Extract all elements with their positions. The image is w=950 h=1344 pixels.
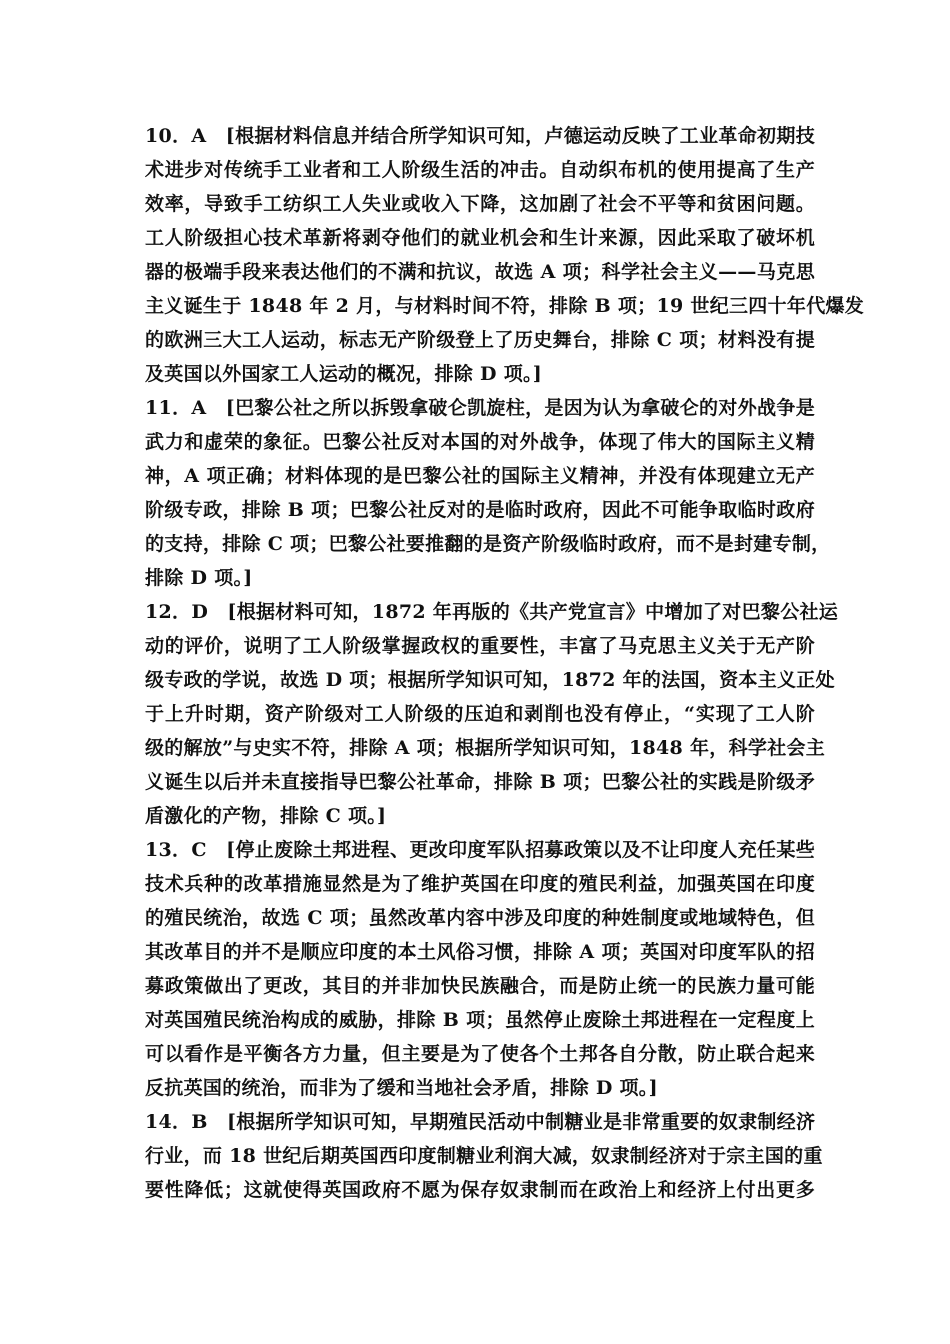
text-line: 于上升时期，资产阶级对工人阶级的压迫和剥削也没有停止，“实现了工人阶 [145,703,815,725]
text-line: 工人阶级担心技术革新将剥夺他们的就业机会和生计来源，因此采取了破坏机 [145,227,815,249]
text-line: 效率，导致手工纺织工人失业或收入下降，这加剧了社会不平等和贫困问题。 [145,193,815,215]
text-line: 及英国以外国家工人运动的概况，排除 D 项。] [145,363,543,385]
text-line: 阶级专政，排除 B 项；巴黎公社反对的是临时政府，因此不可能争取临时政府 [145,499,815,521]
text-line: 器的极端手段来表达他们的不满和抗议，故选 A 项；科学社会主义——马克思 [145,261,815,283]
text-line: 12．D [根据材料可知，1872 年再版的《共产党宣言》中增加了对巴黎公社运 [145,601,839,623]
text-line: 行业，而 18 世纪后期英国西印度制糖业利润大减，奴隶制经济对于宗主国的重 [145,1145,823,1167]
answer-12 [145,595,839,833]
text-line: 其改革目的并不是顺应印度的本土风俗习惯，排除 A 项；英国对印度军队的招 [145,941,815,963]
text-line: 术进步对传统手工业者和工人阶级生活的冲击。自动织布机的使用提高了生产 [145,159,815,181]
text-line: 对英国殖民统治构成的威胁，排除 B 项；虽然停止废除土邦进程在一定程度上 [145,1009,815,1031]
text-line: 11．A [巴黎公社之所以拆毁拿破仑凯旋柱，是因为认为拿破仑的对外战争是 [145,397,815,419]
text-line: 级的解放”与史实不符，排除 A 项；根据所学知识可知，1848 年，科学社会主 [145,737,826,759]
text-line: 动的评价，说明了工人阶级掌握政权的重要性，丰富了马克思主义关于无产阶 [145,635,815,657]
text-line: 武力和虚荣的象征。巴黎公社反对本国的对外战争，体现了伟大的国际主义精 [145,431,815,453]
text-line: 神，A 项正确；材料体现的是巴黎公社的国际主义精神，并没有体现建立无产 [145,465,815,487]
answer-11 [145,391,831,595]
text-line: 可以看作是平衡各方力量，但主要是为了使各个土邦各自分散，防止联合起来 [145,1043,815,1065]
text-line: 反抗英国的统治，而非为了缓和当地社会矛盾，排除 D 项。] [145,1077,658,1099]
text-line: 盾激化的产物，排除 C 项。] [145,805,387,827]
text-line: 级专政的学说，故选 D 项；根据所学知识可知，1872 年的法国，资本主义正处 [145,669,835,691]
text-line: 的殖民统治，故选 C 项；虽然改革内容中涉及印度的种姓制度或地域特色，但 [145,907,815,929]
text-line: 技术兵种的改革措施显然是为了维护英国在印度的殖民利益，加强英国在印度 [145,873,815,895]
text-line: 的欧洲三大工人运动，标志无产阶级登上了历史舞台，排除 C 项；材料没有提 [145,329,815,351]
text-line: 义诞生以后并未直接指导巴黎公社革命，排除 B 项；巴黎公社的实践是阶级矛 [145,771,815,793]
answer-13 [145,833,815,1105]
text-line: 10．A [根据材料信息并结合所学知识可知，卢德运动反映了工业革命初期技 [145,125,815,147]
text-line: 主义诞生于 1848 年 2 月，与材料时间不符，排除 B 项；19 世纪三四十年代爆发 [145,295,865,317]
answer-10 [145,119,865,391]
text-line: 14．B [根据所学知识可知，早期殖民活动中制糖业是非常重要的奴隶制经济 [145,1111,816,1133]
text-line: 排除 D 项。] [145,567,253,589]
answer-document [145,119,865,1207]
text-line: 募政策做出了更改，其目的并非加快民族融合，而是防止统一的民族力量可能 [145,975,815,997]
text-line: 的支持，排除 C 项；巴黎公社要推翻的是资产阶级临时政府，而不是封建专制， [145,533,831,555]
text-line: 13．C [停止废除土邦进程、更改印度军队招募政策以及不让印度人充任某些 [145,839,815,861]
text-line: 要性降低；这就使得英国政府不愿为保存奴隶制而在政治上和经济上付出更多 [145,1179,815,1201]
answer-14 [145,1105,823,1207]
